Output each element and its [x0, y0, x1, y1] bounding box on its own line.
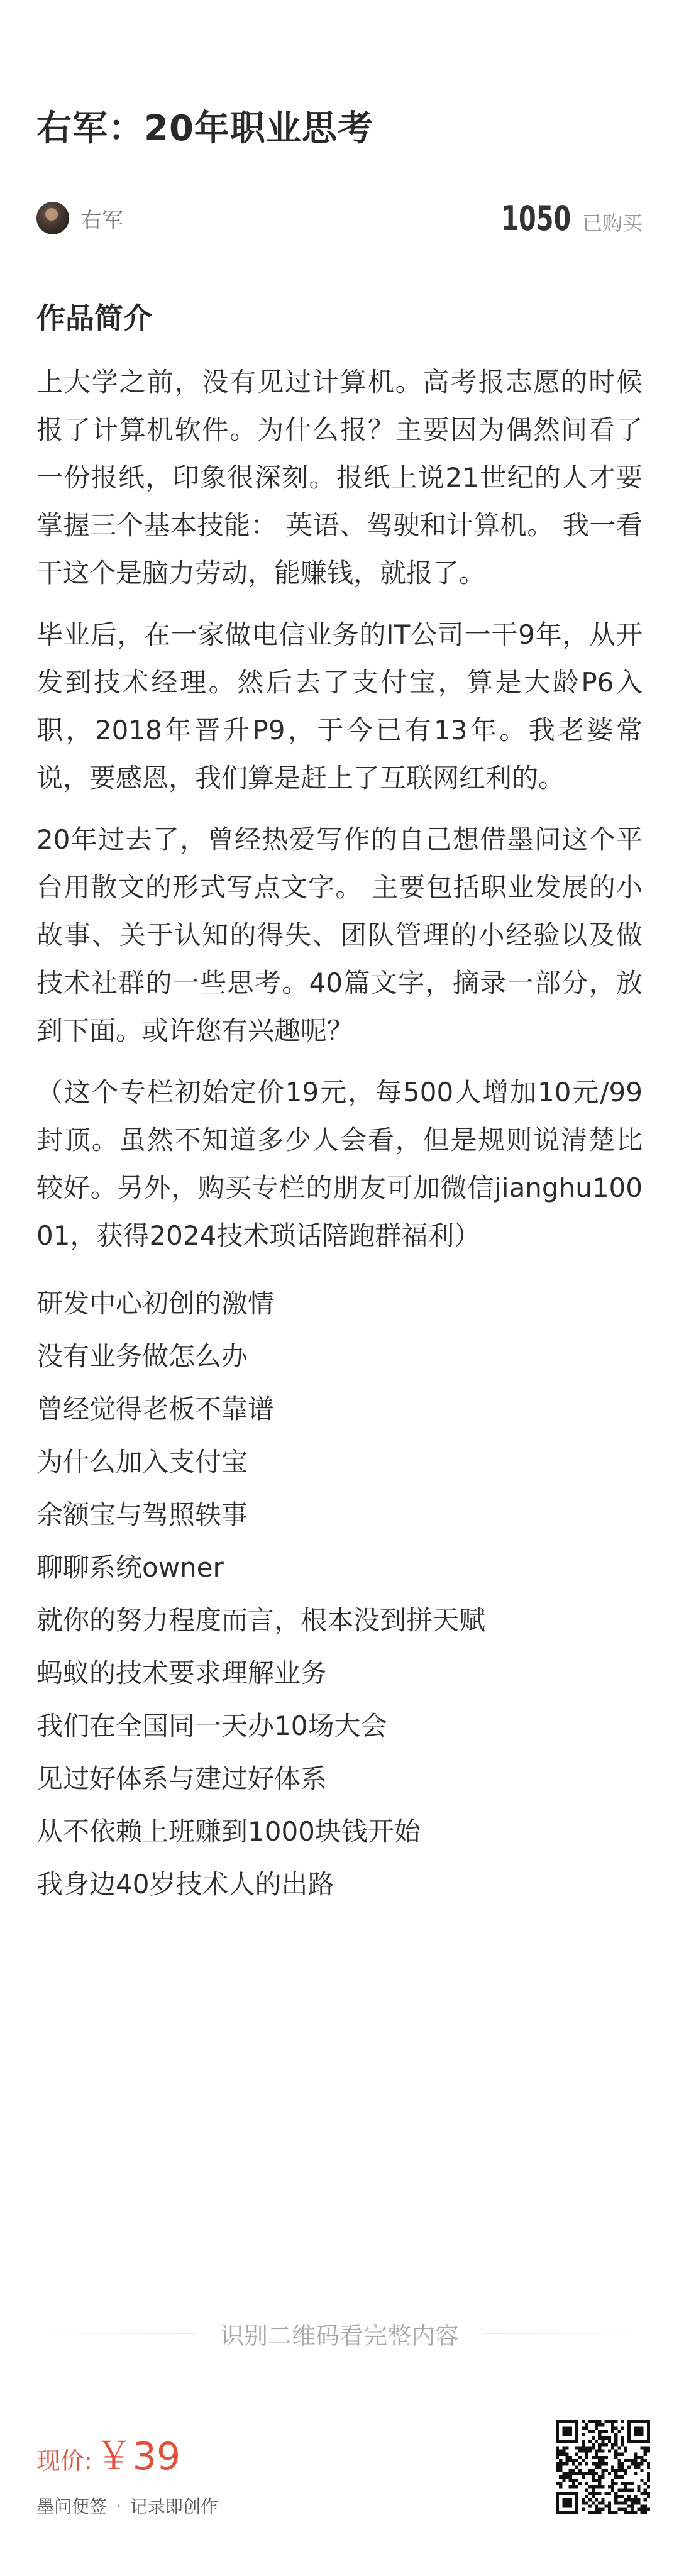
qr-hint-row	[36, 2313, 643, 2353]
intro-content	[36, 358, 643, 1911]
intro-heading: 作品简介	[36, 301, 152, 335]
price-value: ￥39	[94, 2435, 181, 2479]
chapter-item: 研发中心初创的激情	[36, 1288, 275, 1319]
chapter-item: 见过好体系与建过好体系	[36, 1763, 328, 1794]
brand-name: 墨问便签	[36, 2496, 108, 2517]
qr-hint-text: 识别二维码看完整内容	[220, 2321, 460, 2350]
intro-paragraph: 毕业后，在一家做电信业务的IT公司一干9年，从开发到技术经理。然后去了支付宝，算是大龄P6入职，2018年晋升P9，于今已有13年。我老婆常说，要感恩，我们算是赶上了互联网红利的。	[36, 619, 643, 793]
hint-divider-right	[483, 2333, 643, 2334]
author-row	[36, 196, 643, 240]
chapter-item: 就你的努力程度而言，根本没到拼天赋	[36, 1605, 486, 1636]
price-row	[36, 2426, 180, 2480]
chapter-item: 聊聊系统owner	[36, 1552, 224, 1583]
chapter-item: 曾经觉得老板不靠谱	[36, 1394, 275, 1424]
chapter-item: 从不依赖上班赚到1000块钱开始	[36, 1816, 421, 1847]
chapter-list	[36, 1277, 643, 1911]
meta-separator: ·	[116, 2495, 121, 2516]
footer-meta	[36, 2493, 218, 2518]
author-avatar[interactable]	[36, 202, 69, 234]
sales-info	[486, 199, 643, 238]
intro-paragraph: 20年过去了，曾经热爱写作的自己想借墨问这个平台用散文的形式写点文字。 主要包括职业发展的小故事、关于认知的得失、团队管理的小经验以及做技术社群的一些思考。40篇文字，摘录一部分，放到下面。或许您有兴趣呢？	[36, 824, 643, 1046]
intro-paragraph: 上大学之前，没有见过计算机。高考报志愿的时候报了计算机软件。为什么报？主要因为偶然间看了一份报纸，印象很深刻。报纸上说21世纪的人才要掌握三个基本技能： 英语、驾驶和计算机。 我一看干这个是脑力劳动，能赚钱，就报了。	[36, 366, 643, 588]
chapter-item: 蚂蚁的技术要求理解业务	[36, 1658, 328, 1688]
chapter-item: 余额宝与驾照轶事	[36, 1499, 248, 1530]
sales-count: 1050	[501, 198, 571, 238]
chapter-item: 为什么加入支付宝	[36, 1446, 248, 1477]
hint-divider-left	[36, 2333, 196, 2334]
chapter-item: 我身边40岁技术人的出路	[36, 1869, 334, 1900]
price-label: 现价:	[36, 2447, 92, 2475]
chapter-item: 没有业务做怎么办	[36, 1341, 248, 1372]
intro-paragraph: （这个专栏初始定价19元，每500人增加10元/99封顶。虽然不知道多少人会看，但是规则说清楚比较好。另外，购买专栏的朋友可加微信jianghu10001，获得2024技术琐话陪跑群福利）	[36, 1077, 643, 1251]
chapter-item: 我们在全国同一天办10场大会	[36, 1710, 387, 1741]
page-title: 右军：20年职业思考	[36, 108, 373, 149]
sales-label: 已购买	[582, 211, 643, 235]
brand-slogan: 记录即创作	[130, 2496, 218, 2517]
author-name[interactable]: 右军	[80, 207, 123, 233]
qr-code-icon[interactable]	[556, 2420, 650, 2514]
